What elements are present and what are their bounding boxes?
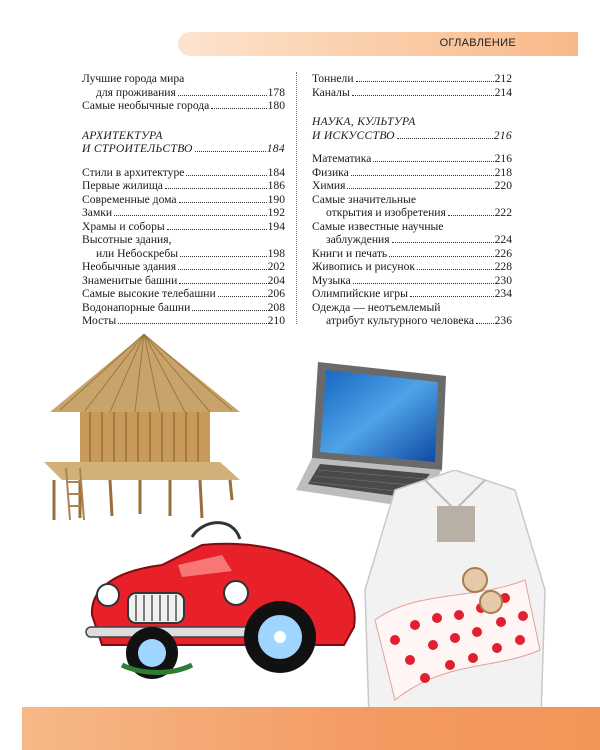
toc-page-number: 220 (494, 179, 512, 192)
toc-entry[interactable] (82, 179, 285, 193)
toc-entry-label: Мосты (82, 314, 117, 327)
toc-page-number: 216 (493, 128, 512, 142)
dot-leader (389, 256, 493, 257)
toc-entry-text: Самые известные научные (312, 219, 444, 233)
toc-entry-label: Современные дома (82, 192, 177, 206)
dot-leader (167, 229, 267, 230)
toc-entry-label: Математика (312, 152, 372, 165)
red-car-image (82, 515, 362, 685)
toc-entry[interactable] (312, 166, 512, 180)
dot-leader (448, 215, 494, 216)
toc-entry-label: Водонапорные башни (82, 300, 191, 314)
toc-entry-label: Первые жилища (82, 179, 163, 192)
dot-leader (211, 108, 266, 109)
toc-entry-text: Высотные здания, (82, 233, 172, 246)
toc-entry-text: Самые значительные (312, 192, 416, 206)
toc-entry[interactable] (312, 260, 512, 274)
toc-entry-label: Каналы (312, 85, 350, 99)
toc-entry-label: для проживания (96, 85, 176, 99)
page-title: ОГЛАВЛЕНИЕ (439, 37, 516, 49)
toc-page-number: 216 (494, 152, 512, 165)
dot-leader (179, 202, 267, 203)
toc-entry[interactable] (82, 99, 285, 113)
dot-leader (192, 310, 266, 311)
toc-page-number: 230 (494, 273, 512, 287)
dot-leader (392, 242, 494, 243)
toc-entry[interactable] (82, 260, 285, 274)
toc-page-number: 180 (267, 99, 285, 112)
toc-entry[interactable] (312, 247, 512, 261)
toc-page-number: 210 (267, 314, 285, 327)
toc-page-number: 202 (267, 260, 285, 273)
dot-leader (356, 81, 494, 82)
toc-entry[interactable] (312, 314, 512, 328)
toc-entry[interactable] (312, 72, 512, 86)
toc-page-number: 236 (494, 314, 512, 327)
dot-leader (351, 175, 494, 176)
toc-entry-label: Физика (312, 165, 349, 179)
toc-entry-text: Одежда — неотъемлемый (312, 300, 441, 314)
dot-leader (165, 188, 267, 189)
toc-page-number: 178 (267, 85, 285, 99)
dot-leader (397, 138, 493, 139)
toc-entry[interactable] (82, 220, 285, 234)
dot-leader (178, 95, 267, 96)
toc-entry[interactable] (82, 166, 285, 180)
toc-page-number: 212 (494, 72, 512, 85)
toc-page-number: 208 (267, 300, 285, 314)
toc-page-number: 198 (267, 246, 285, 260)
toc-page-number: 214 (494, 85, 512, 99)
dot-leader (180, 256, 267, 257)
toc-entry-label: Книги и печать (312, 246, 388, 260)
toc-entry-label: И ИСКУССТВО (312, 128, 395, 142)
toc-entry-label: Химия (312, 179, 346, 192)
toc-page-number: 206 (267, 287, 285, 300)
toc-entry-label: Замки (82, 206, 113, 219)
toc-page-number: 186 (267, 179, 285, 192)
dot-leader (178, 269, 267, 270)
toc-left-column (82, 72, 285, 328)
toc-page-number: 218 (494, 165, 512, 179)
dot-leader (347, 188, 493, 189)
toc-page-number: 192 (267, 206, 285, 219)
toc-page-number: 194 (267, 219, 285, 233)
toc-entry[interactable] (312, 274, 512, 288)
toc-entry-label: Стили в архитектуре (82, 165, 185, 179)
toc-page-number: 204 (267, 273, 285, 287)
dot-leader (195, 151, 266, 152)
toc-page-number: 222 (494, 206, 512, 219)
toc-entry-text: Лучшие города мира (82, 72, 185, 85)
toc-entry-label: Олимпийские игры (312, 287, 408, 300)
toc-entry[interactable] (82, 206, 285, 220)
hut-on-stilts-image (40, 330, 250, 520)
toc-right-column (312, 72, 512, 328)
toc-page-number: 226 (494, 246, 512, 260)
spacer (82, 113, 285, 129)
toc-entry[interactable] (312, 287, 512, 301)
toc-page-number: 190 (267, 192, 285, 206)
spacer (312, 142, 512, 152)
toc-entry[interactable] (312, 179, 512, 193)
toc-entry-label: Тоннели (312, 72, 354, 85)
toc-entry-label: Самые высокие телебашни (82, 287, 216, 300)
toc-page-number: 224 (494, 233, 512, 246)
toc-section-entry[interactable] (82, 142, 285, 156)
dot-leader (373, 161, 493, 162)
toc-entry-label: Живопись и рисунок (312, 260, 416, 273)
dot-leader (410, 296, 494, 297)
toc-entry[interactable] (82, 274, 285, 288)
toc-entry[interactable] (312, 233, 512, 247)
toc-entry[interactable] (312, 152, 512, 166)
toc-entry[interactable] (82, 86, 285, 100)
toc-entry-label: Самые необычные города (82, 99, 210, 112)
toc-entry-label: атрибут культурного человека (326, 314, 475, 327)
toc-entry[interactable] (82, 193, 285, 207)
toc-entry[interactable] (82, 287, 285, 301)
toc-entry-label: Знаменитые башни (82, 273, 178, 287)
toc-section-heading: АРХИТЕКТУРА (82, 128, 163, 142)
spacer (82, 156, 285, 166)
spacer (312, 99, 512, 115)
toc-section-heading: НАУКА, КУЛЬТУРА (312, 115, 416, 128)
toc-page-number: 234 (494, 287, 512, 300)
dot-leader (353, 283, 494, 284)
toc-entry-label: Храмы и соборы (82, 219, 165, 233)
toc-page-number: 184 (266, 142, 285, 155)
toc-entry-label: заблуждения (326, 233, 390, 246)
dot-leader (218, 296, 267, 297)
toc-entry[interactable] (82, 247, 285, 261)
dot-leader (114, 215, 266, 216)
dot-leader (352, 95, 494, 96)
toc-entry-label: Музыка (312, 273, 351, 287)
dot-leader (186, 175, 266, 176)
toc-entry[interactable] (312, 206, 512, 220)
toc-section-entry[interactable] (312, 129, 512, 143)
toc-entry[interactable] (82, 314, 285, 328)
toc-entry-label: открытия и изобретения (326, 206, 446, 219)
toc-entry[interactable] (312, 86, 512, 100)
toc-entry-label: или Небоскребы (96, 246, 179, 260)
toc-entry-label: И СТРОИТЕЛЬСТВО (82, 142, 193, 155)
header-band (178, 32, 578, 56)
footer-band (22, 707, 600, 750)
toc-page-number: 228 (494, 260, 512, 273)
toc-page-number: 184 (267, 165, 285, 179)
dot-leader (118, 323, 267, 324)
dot-leader (417, 269, 494, 270)
column-divider (296, 72, 297, 324)
toc-entry-label: Необычные здания (82, 260, 177, 273)
dot-leader (476, 323, 494, 324)
dot-leader (179, 283, 266, 284)
toc-entry[interactable] (82, 301, 285, 315)
